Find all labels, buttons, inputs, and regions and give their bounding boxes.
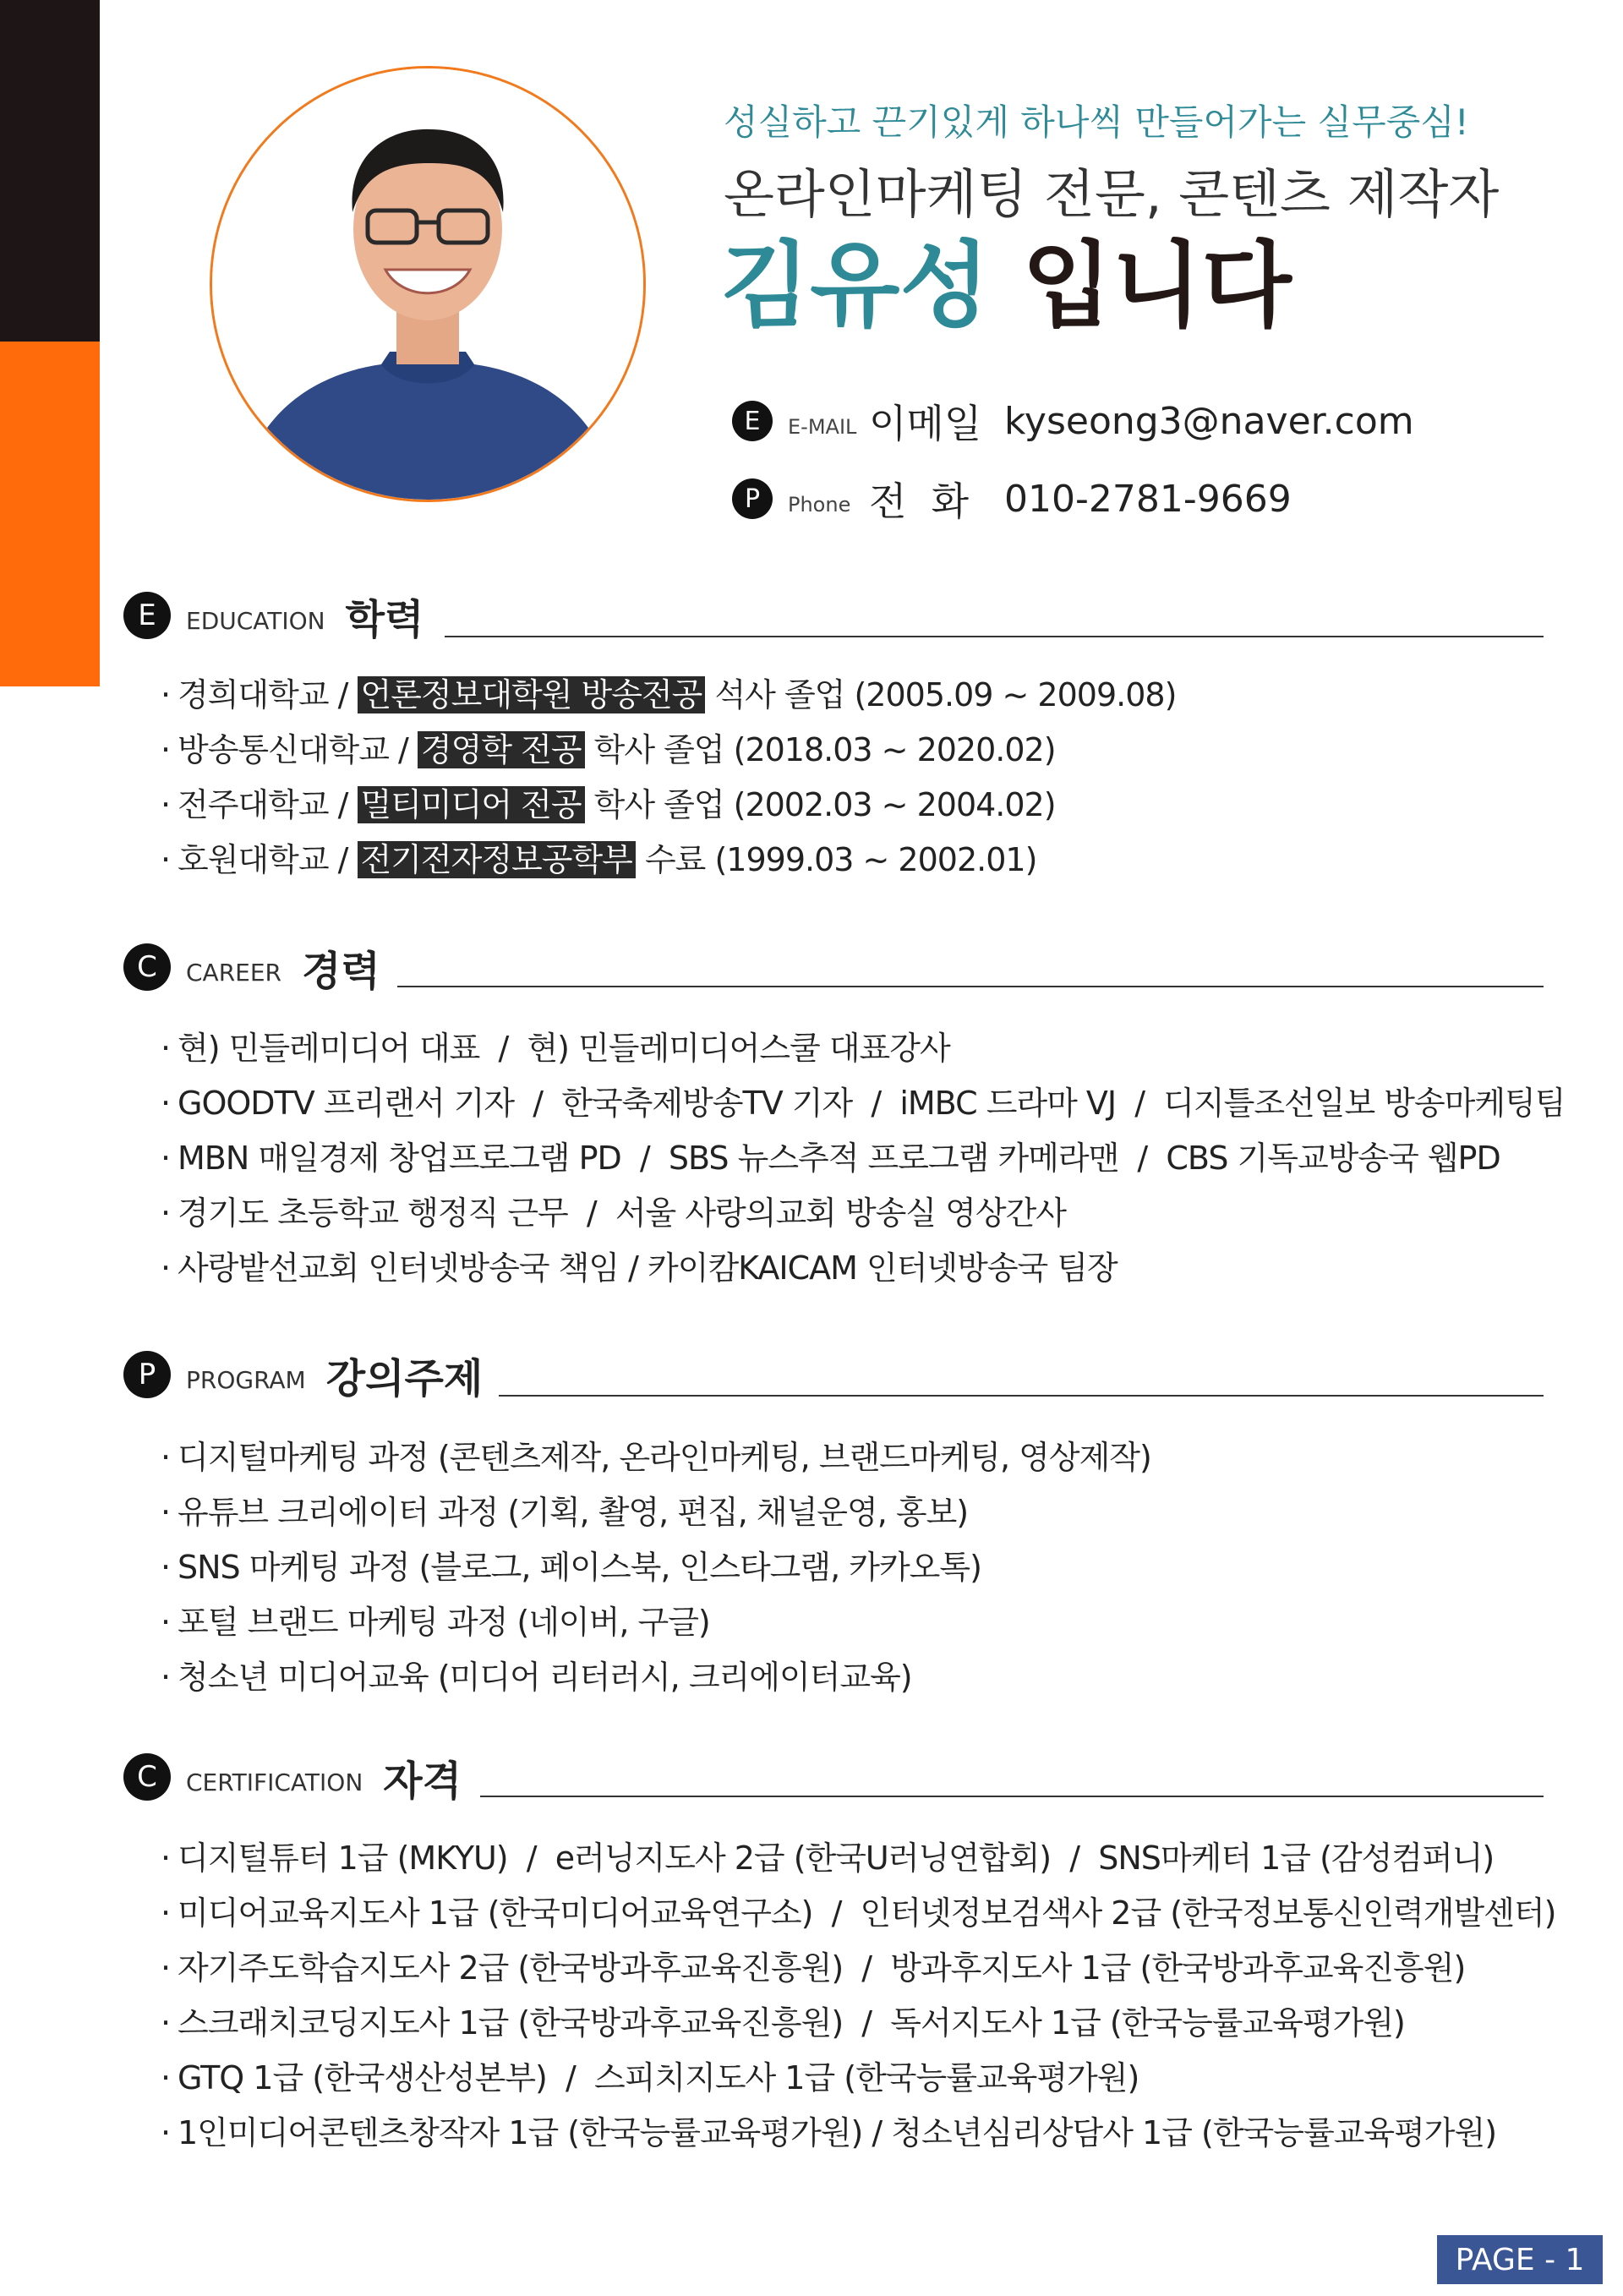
certification-title-ko: 자격 — [383, 1757, 462, 1805]
career-divider — [397, 986, 1544, 987]
education-divider — [445, 636, 1544, 637]
career-badge-icon: C — [123, 943, 171, 991]
education-badge-icon: E — [123, 592, 171, 639]
certification-title-en: CERTIFICATION — [186, 1768, 363, 1796]
list-item: · 사랑밭선교회 인터넷방송국 책임 / 카이캄KAICAM 인터넷방송국 팀장 — [161, 1249, 1118, 1287]
education-title-ko: 학력 — [345, 595, 424, 643]
program-list — [161, 1430, 1151, 1705]
contact-phone-row — [732, 475, 1292, 522]
list-item: · 미디어교육지도사 1급 (한국미디어교육연구소) / 인터넷정보검색사 2급 (한국정보통신인력개발센터) — [161, 1894, 1556, 1932]
phone-value: 010-2781-9669 — [1004, 477, 1292, 521]
list-item: · 스크래치코딩지도사 1급 (한국방과후교육진흥원) / 독서지도사 1급 (한국능률교육평가원) — [161, 2004, 1405, 2042]
list-item: · GOODTV 프리랜서 기자 / 한국축제방송TV 기자 / iMBC 드라마 VJ / 디지틀조선일보 방송마케팅팀 — [161, 1085, 1566, 1122]
person-name: 김유성 — [720, 232, 990, 340]
list-item: · 방송통신대학교 / 경영학 전공 학사 졸업 (2018.03 ~ 2020.02) — [161, 731, 1056, 768]
list-item: · 자기주도학습지도사 2급 (한국방과후교육진흥원) / 방과후지도사 1급 (한국방과후교육진흥원) — [161, 1949, 1466, 1987]
list-item: · 경기도 초등학교 행정직 근무 / 서울 사랑의교회 방송실 영상간사 — [161, 1194, 1067, 1232]
career-list — [161, 1021, 1566, 1296]
list-item: · 현) 민들레미디어 대표 / 현) 민들레미디어스쿨 대표강사 — [161, 1030, 950, 1067]
email-badge-icon: E — [732, 401, 773, 441]
list-item: · 1인미디어콘텐츠창작자 1급 (한국능률교육평가원) / 청소년심리상담사 1급 (한국능률교육평가원) — [161, 2114, 1497, 2151]
program-title-ko: 강의주제 — [325, 1354, 484, 1402]
list-item: · 유튜브 크리에이터 과정 (기획, 촬영, 편집, 채널운영, 홍보) — [161, 1494, 969, 1531]
education-title-en: EDUCATION — [186, 606, 325, 635]
email-value: kyseong3@naver.com — [1004, 399, 1414, 443]
profile-photo-illustration — [212, 68, 643, 500]
list-item: · 경희대학교 / 언론정보대학원 방송전공 석사 졸업 (2005.09 ~ 2009.08) — [161, 676, 1177, 713]
contact-email-row — [732, 397, 1414, 445]
page-title — [720, 232, 1292, 340]
list-item: · MBN 매일경제 창업프로그램 PD / SBS 뉴스추적 프로그램 카메라맨 / CBS 기독교방송국 웹PD — [161, 1140, 1500, 1177]
list-item: · 호원대학교 / 전기전자정보공학부 수료 (1999.03 ~ 2002.01) — [161, 841, 1037, 878]
email-label-ko: 이메일 — [869, 401, 982, 446]
list-item: · 포털 브랜드 마케팅 과정 (네이버, 구글) — [161, 1604, 710, 1641]
list-item: · 청소년 미디어교육 (미디어 리터러시, 크리에이터교육) — [161, 1659, 912, 1696]
education-list — [161, 668, 1176, 888]
program-badge-icon: P — [123, 1351, 171, 1398]
section-education-heading — [123, 588, 424, 642]
decorative-bar-orange — [0, 342, 100, 686]
list-item: · SNS 마케팅 과정 (블로그, 페이스북, 인스타그램, 카카오톡) — [161, 1549, 981, 1586]
email-label-en: E-MAIL — [788, 415, 857, 439]
career-title-en: CAREER — [186, 958, 281, 987]
section-career-heading — [123, 940, 380, 994]
career-title-ko: 경력 — [302, 947, 380, 995]
list-item: · 전주대학교 / 멀티미디어 전공 학사 졸업 (2002.03 ~ 2004.02) — [161, 786, 1056, 823]
list-item: · 디지털마케팅 과정 (콘텐츠제작, 온라인마케팅, 브랜드마케팅, 영상제작) — [161, 1439, 1151, 1476]
profile-photo — [210, 66, 646, 502]
program-title-en: PROGRAM — [186, 1365, 306, 1394]
page-number-badge: PAGE - 1 — [1437, 2235, 1603, 2284]
certification-list — [161, 1831, 1555, 2161]
title-suffix: 입니다 — [989, 232, 1292, 340]
phone-label-ko: 전 화 — [869, 478, 970, 524]
phone-badge-icon: P — [732, 478, 773, 519]
phone-label-en: Phone — [788, 493, 851, 517]
tagline: 성실하고 끈기있게 하나씩 만들어가는 실무중심! — [724, 101, 1469, 143]
section-certification-heading — [123, 1750, 462, 1804]
decorative-bar-black — [0, 0, 100, 342]
subtitle: 온라인마케팅 전문, 콘텐츠 제작자 — [724, 163, 1500, 225]
list-item: · GTQ 1급 (한국생산성본부) / 스피치지도사 1급 (한국능률교육평가원) — [161, 2059, 1139, 2096]
certification-divider — [480, 1796, 1544, 1797]
certification-badge-icon: C — [123, 1753, 171, 1801]
list-item: · 디지털튜터 1급 (MKYU) / e러닝지도사 2급 (한국U러닝연합회) / SNS마케터 1급 (감성컴퍼니) — [161, 1840, 1495, 1877]
program-divider — [499, 1395, 1544, 1397]
section-program-heading — [123, 1348, 483, 1402]
